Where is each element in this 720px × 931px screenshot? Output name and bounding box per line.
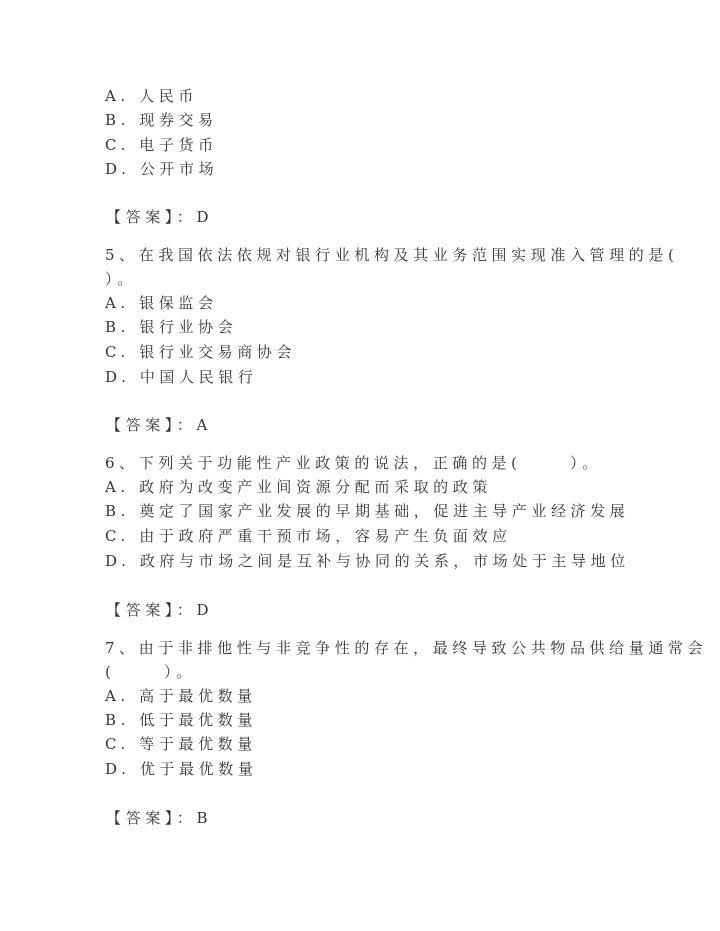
option-b: B. 银行业协会 [105,318,238,336]
question-text: ( ）。 [105,663,196,681]
answer: 【答案】：D [106,601,214,619]
option-d: D. 中国人民银行 [105,368,258,386]
option-c: C. 由于政府严重干预市场，容易产生负面效应 [105,527,512,545]
option-b: B. 低于最优数量 [105,711,257,729]
option-a: A. 人民币 [105,87,198,105]
option-a: A. 高于最优数量 [105,687,257,705]
option-c: C. 电子货币 [105,136,218,154]
question-text: ）。 [105,270,137,288]
question-text: 5、在我国依法依规对银行业机构及其业务范围实现准入管理的是( [105,246,679,264]
option-c: C. 等于最优数量 [105,735,257,753]
answer: 【答案】：B [106,809,213,827]
option-a: A. 银保监会 [105,294,218,312]
option-d: D. 优于最优数量 [105,760,258,778]
option-d: D. 政府与市场之间是互补与协同的关系，市场处于主导地位 [105,552,630,570]
question-text: 6、下列关于功能性产业政策的说法，正确的是( ）。 [105,454,602,472]
option-b: B. 奠定了国家产业发展的早期基础，促进主导产业经济发展 [105,502,630,520]
option-b: B. 现券交易 [105,111,218,129]
answer: 【答案】：A [106,416,212,434]
option-c: C. 银行业交易商协会 [105,343,297,361]
option-d: D. 公开市场 [105,160,219,178]
answer: 【答案】：D [106,208,214,226]
option-a: A. 政府为改变产业间资源分配而采取的政策 [105,478,492,496]
question-text: 7、由于非排他性与非竞争性的存在，最终导致公共物品供给量通常会 [105,639,708,657]
